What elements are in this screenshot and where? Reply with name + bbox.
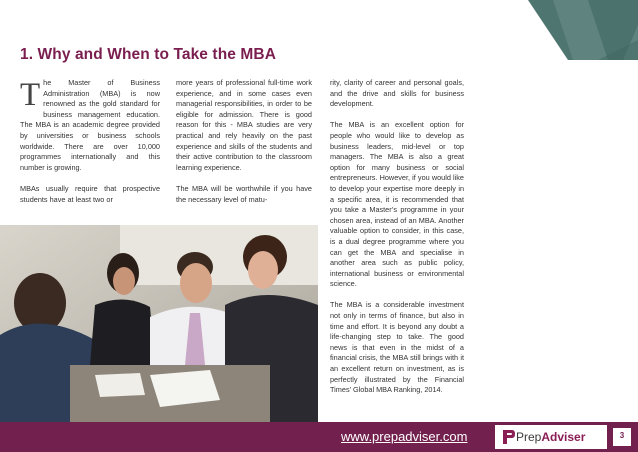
text-column-3: [330, 78, 464, 406]
paragraph-text: he Master of Business Administration (MBA) is now renowned as the gold standard for business management education. The MBA is an academic degree provided by universities or business schools worldwide. There are over 10,000 programmes internationally and this number is growing.: [20, 78, 160, 172]
text-column-1: [20, 78, 160, 216]
drop-cap: T: [20, 77, 41, 113]
paragraph: [20, 78, 160, 173]
paragraph: The MBA is a considerable investment not only in terms of finance, but also in time and effort. It is beyond any doubt a life-changing step to take. The good news is that even in the midst of a financial crisis, the MBA still brings with it an excellent return on investment, as is perfectly illustrated by the Financial Times’ Global MBA Ranking, 2014.: [330, 300, 464, 395]
paragraph: more years of professional full-time work experience, and in some cases even managerial responsibilities, in order to be eligible for admission. There is good reason for this - MBA studies are very practical and rely heavily on the past experience and skills of the students and their active contribution to the classroom learning experience.: [176, 78, 312, 172]
logo-text-prep: Prep: [516, 430, 542, 444]
business-meeting-photo: [0, 225, 318, 422]
corner-decoration: [528, 0, 638, 60]
website-link[interactable]: www.prepadviser.com: [341, 429, 468, 444]
logo-text-adviser: Adviser: [541, 430, 586, 444]
page-number: 3: [619, 431, 625, 440]
paragraph: rity, clarity of career and personal goals, and the drive and skills for business development.: [330, 78, 464, 109]
page-title: 1. Why and When to Take the MBA: [20, 46, 276, 63]
prepadviser-logo-icon: [500, 428, 516, 446]
paragraph: The MBA will be worthwhile if you have the necessary level of matu-: [176, 183, 312, 204]
prepadviser-logo: [516, 430, 585, 444]
text-column-2: [176, 78, 312, 216]
paragraph: MBAs usually require that prospective students have at least two or: [20, 183, 160, 204]
paragraph: The MBA is an excellent option for people who would like to develop as business leaders, mid-level or top managers. The MBA is also a great option for many business or social entrepreneurs. However, if you would like to develop your expertise more deeply in a specific area, it is recommended that you take a Master’s programme in your chosen area, instead of an MBA. Another valuable option to consider, in this case, is a dual degree programme where you can get the MBA and specialise in another area such as public policy, international business or environmental science.: [330, 120, 464, 289]
